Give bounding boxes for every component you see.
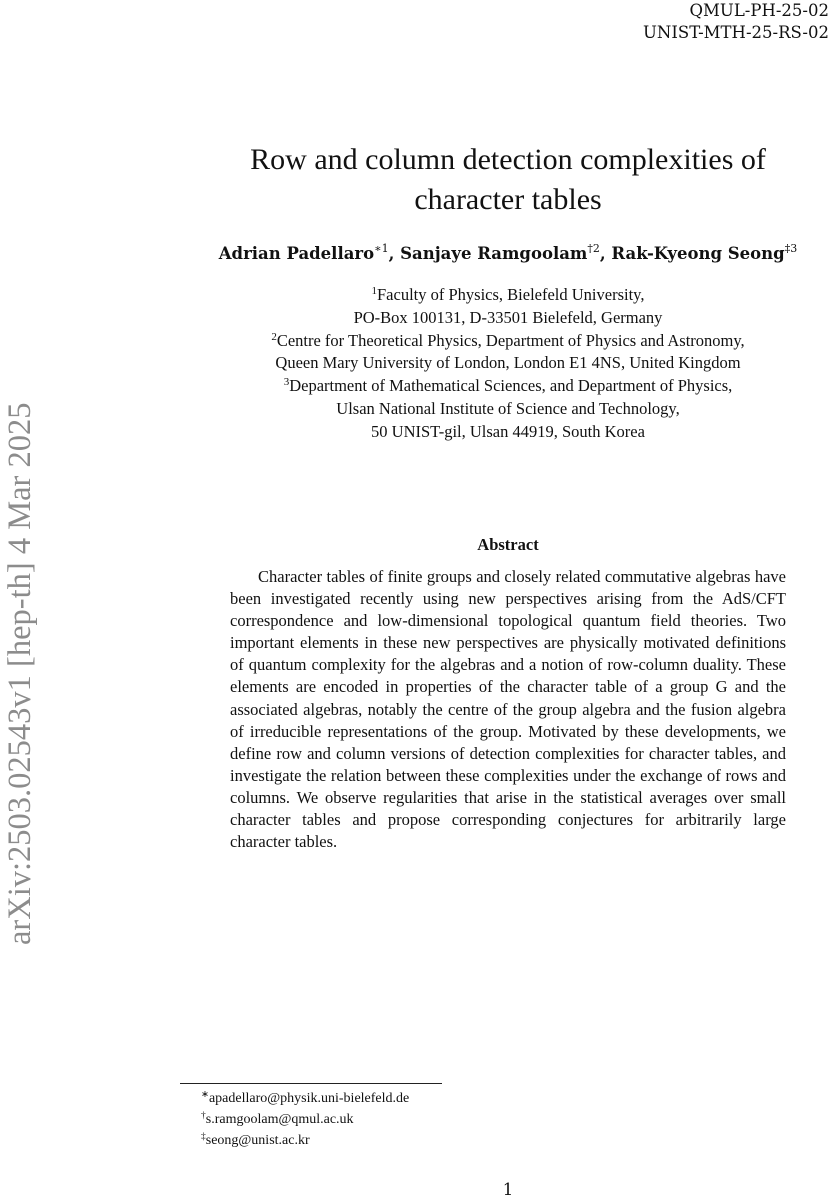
abstract-heading: Abstract bbox=[477, 535, 539, 554]
title-line: Row and column detection complexities of bbox=[250, 143, 766, 176]
affiliation-line bbox=[180, 375, 831, 398]
report-number: QMUL-PH-25-02 bbox=[689, 1, 829, 20]
footnote bbox=[201, 1130, 409, 1151]
affiliation-text: Centre for Theoretical Physics, Department of Physics and Astronomy, bbox=[276, 330, 745, 350]
affiliation-text: Queen Mary University of London, London E1 4NS, United Kingdom bbox=[275, 353, 741, 373]
paper-title bbox=[180, 140, 831, 220]
footnote-divider bbox=[180, 1083, 442, 1084]
footnote-mark: † bbox=[201, 1111, 206, 1121]
affiliation-text: PO-Box 100131, D-33501 Bielefeld, Germany bbox=[353, 307, 663, 327]
footnote bbox=[201, 1109, 409, 1130]
affiliation-text: Department of Mathematical Sciences, and Department of Physics, bbox=[289, 376, 733, 396]
author-name: Sanjaye Ramgoolam bbox=[400, 244, 588, 263]
affiliation-mark: 3 bbox=[283, 376, 290, 389]
affiliations bbox=[180, 284, 831, 444]
affiliation-line bbox=[180, 307, 831, 330]
affiliation-line bbox=[180, 330, 831, 353]
affiliation-mark: 1 bbox=[371, 285, 377, 297]
affiliation-line bbox=[180, 398, 831, 421]
footnote-email-link[interactable]: apadellaro@physik.uni-bielefeld.de bbox=[208, 1091, 410, 1106]
affiliation-mark: 2 bbox=[271, 330, 277, 343]
footnote-email-link[interactable]: seong@unist.ac.kr bbox=[205, 1133, 310, 1148]
footnote-email-link[interactable]: s.ramgoolam@qmul.ac.uk bbox=[205, 1112, 354, 1127]
footnotes bbox=[201, 1088, 409, 1151]
affiliation-line bbox=[180, 284, 831, 307]
footnote bbox=[201, 1088, 409, 1109]
author-marks: ‡3 bbox=[784, 242, 798, 255]
author-separator: , bbox=[599, 244, 612, 263]
title-line: character tables bbox=[414, 183, 602, 216]
report-numbers bbox=[643, 0, 829, 44]
author-marks: †2 bbox=[587, 242, 600, 255]
affiliation-text: 50 UNIST-gil, Ulsan 44919, South Korea bbox=[371, 421, 645, 441]
report-number: UNIST-MTH-25-RS-02 bbox=[643, 23, 829, 42]
footnote-mark: ∗ bbox=[201, 1090, 209, 1100]
affiliation-text: Faculty of Physics, Bielefeld University, bbox=[377, 285, 645, 304]
affiliation-line bbox=[180, 421, 831, 444]
affiliation-text: Ulsan National Institute of Science and Technology, bbox=[336, 398, 680, 418]
abstract-body: Character tables of finite groups and closely related commutative algebras have been investigated recently using new perspectives arising from the AdS/CFT correspondence and low-dimensional topological quantum field theories. Two important elements in these new perspectives are physically motivated definitions of quantum complexity for the algebras and a notion of row-column duality. These elements are encoded in properties of the character table of a group G and the associated algebras, notably the centre of the group algebra and the fusion algebra of irreducible representations of the group. Motivated by these developments, we define row and column versions of detection complexities for character tables, and investigate the relation between these complexities under the exchange of rows and columns. We observe regularities that arise in the statistical averages over small character tables and propose corresponding conjectures for arbitrarily large character tables. bbox=[230, 567, 786, 852]
footnote-mark: ‡ bbox=[201, 1132, 206, 1142]
author-list bbox=[180, 242, 831, 266]
page-number: 1 bbox=[502, 1180, 514, 1199]
arxiv-stamp: arXiv:2503.02543v1 [hep-th] 4 Mar 2025 bbox=[2, 402, 38, 945]
author-name: Rak-Kyeong Seong bbox=[611, 244, 785, 263]
affiliation-line bbox=[180, 352, 831, 375]
author-separator: , bbox=[388, 244, 401, 263]
author-marks: ∗1 bbox=[374, 242, 389, 255]
author-name: Adrian Padellaro bbox=[218, 244, 375, 263]
